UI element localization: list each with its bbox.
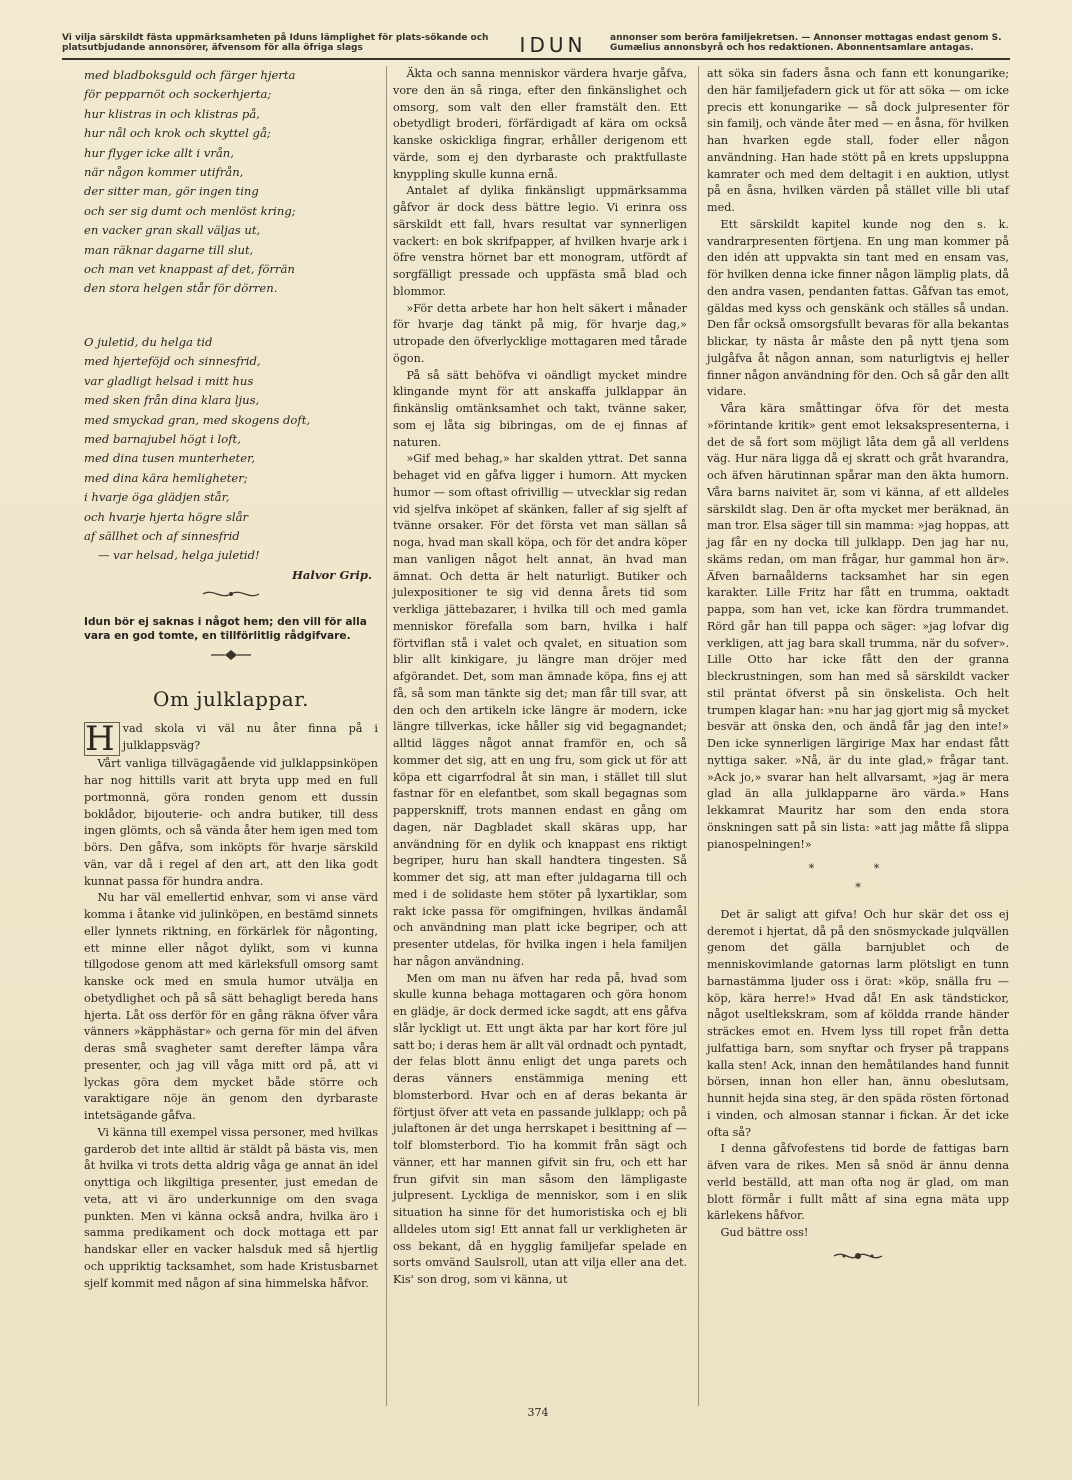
poem — [84, 66, 378, 585]
article-paragraph: I denna gåfvofestens tid borde de fattigas barn äfven vara de rikes. Men så snöd är ännu denna verld beställd, att man ofta nog är glad, om man blott förmår i fullt mått af sina egna mäta upp kärlekens håfvor. — [707, 1142, 1009, 1223]
poem-line: hur klistras in och klistras på, — [84, 106, 260, 121]
article-paragraph: Men om man nu äfven har reda på, hvad som skulle kunna behaga mottagaren och göra honom en glädje, är dock dermed icke sagdt, att ens gåfva slår lyckligt ut. Ett ungt äkta par har kort före jul satt bo; i deras hem är allt väl ordnadt och pyntadt, der felas blott ännu enligt det unga parets och deras vänners enstämmiga mening ett blomsterbord. Hvar och en af deras bekanta är förtjust öfver att veta en passande julklapp; och på julaftonen är det unga herrskapet i besittning af — tolf blomsterbord. Tio ha kommit från sägt och vänner, ett har mannen gifvit sin fru, och ett har frun gifvit sin man såsom den lämpligaste julpresent. Lyckliga de menniskor, som i en slik situation ha sinne för det humoristiska och ej bli alldeles utom sig! Ett annat fall ur verkligheten är oss bekant, då en hygglig familjefar spelade en sorts omvänd Saulsroll, utan att vilja eller ana det. Kis' son drog, som vi känna, ut — [393, 971, 687, 1286]
article-paragraph — [84, 719, 378, 760]
article-closing: Gud bättre oss! — [720, 1226, 809, 1239]
section-star: * — [855, 881, 861, 894]
poem-line: med dina kära hemligheter; — [84, 470, 248, 485]
article-paragraph: att söka sin faders åsna och fann ett konungarike; den här familjefadern gick ut för att söka — om icke precis ett konungarike — så dock julpresenter för sin familj, och vände åter med — en åsna, för hvilken han hvarken egde stall, foder eller någon användning. Han hade stött på en krets uppsluppna kamrater och med dem deltagit i en auktion, utlyst på en åsna, hvilken värden på stället ville bli utaf med. — [707, 67, 1009, 214]
poem-line: med hjerteföjd och sinnesfrid, — [84, 354, 261, 369]
poem-line: och hvarje hjerta högre slår — [84, 509, 249, 524]
article-opening: vad skola vi väl nu åter finna på i julklappsväg? — [122, 722, 378, 753]
poem-line: O juletid, du helga tid — [84, 334, 213, 349]
article-paragraph: Nu har väl emellertid enhvar, som vi anse värd komma i åtanke vid julinköpen, en bestämd sinnets eller lynnets riktning, en förkärlek för någonting, ett minne eller något dylikt, som vi kunna tillgodose genom att med kärleksfull omsorg samt kanske ock med en smula humor utvälja en obetydlighet och på så sätt behagligt bereda hans hjerta. Låt oss derför för en gång räkna öfver våra vänners »käpphästar» och gerna för min del äfven deras små svagheter samt derefter lämpa våra presenter, och jag vill våga mitt ord på, att vi lyckas göra dem mycket både större och varaktigare nöje än genom den dyrbaraste intetsägande gåfva. — [84, 891, 378, 1123]
poem-line: af sällhet och af sinnesfrid — [84, 528, 240, 543]
flourish-ornament-icon — [84, 587, 378, 607]
poem-line: i hvarje öga glädjen står, — [84, 490, 230, 505]
article-paragraph: Vi känna till exempel vissa personer, med hvilkas garderob det inte alltid är stäldt på bästa vis, men åt hvilka vi trots detta aldrig våga ge annat än idel onyttiga och likgiltiga presenter, just emedan de veta, att vi äro underkunnige om den svaga punkten. Men vi känna också andra, hvilka äro i samma predikament och dock mottaga ett par handskar eller en vacker halsduk med så hjertlig och uppriktig tacksamhet, som hade Kristusbarnet sjelf kommit med någon af sina himmelska håfvor. — [84, 1125, 378, 1290]
header-left-notice: Vi vilja särskildt fästa uppmärksamheten på Iduns lämplighet för plats-sökande och platsutbjudande annonsörer, äfvensom för alla öfriga slags — [62, 33, 489, 53]
article-paragraph: Ett särskildt kapitel kunde nog den s. k. vandrarpresenten förtjena. En ung man kommer på den idén att uppvakta sin tant med en ensam vas, för hvilken denna icke finner någon lämplig plats, då den andra vasen, pendanten fattas. Gåfvan tas emot, gäldas med kyss och genskänk och ställes så undan. Den får också omsorgsfullt bevaras för alla bekantas blickar, ty nästa år måste den på nytt tjena som julgåfva åt någon annan, som naturligtvis ej heller finner någon användning för den. Och så går den allt vidare. — [707, 217, 1009, 399]
article-paragraph: »För detta arbete har hon helt säkert i månader för hvarje dag tänkt på mig, för hvarje dag,» utropade den öfverlycklige mottagaren med tårade ögon. — [393, 301, 687, 365]
article-paragraph: Äkta och sanna menniskor värdera hvarje gåfva, vore den än så ringa, efter den finkänslighet och omsorg, som valt den eller framstält den. Ett obetydligt broderi, förfärdigadt af kära om också kanske oskickliga fingrar, erhåller derigenom ett värde, som ej den dyrbaraste och praktfullaste knyppling skulle kunna ernå. — [393, 67, 687, 181]
poem-line: en vacker gran skall väljas ut, — [84, 223, 261, 238]
poem-line: — var helsad, helga juletid! — [97, 548, 260, 563]
idun-notice: Idun bör ej saknas i något hem; den vill för alla vara en god tomte, en tillförlitlig rådgifvare. — [84, 615, 367, 642]
poem-line: med bladboksguld och färger hjerta — [84, 68, 296, 82]
poem-line: hur nål och krok och skyttel gå; — [84, 126, 271, 141]
page-number: 374 — [527, 1406, 549, 1419]
header-right-notice: annonser som beröra familjekretsen. — Annonser mottagas endast genom S. Gumælius annonsbyrå och hos redaktionen. Abonnentsamlare antagas. — [610, 33, 1002, 53]
poem-line: med dina tusen munterheter, — [84, 451, 256, 466]
article-paragraph: På så sätt behöfva vi oändligt mycket mindre klingande mynt för att anskaffa julklappar än finkänslig omtänksamhet och takt, tvänne saker, som ej låta sig bibringas, om de ej finnas af naturen. — [393, 368, 687, 449]
poem-line: hur flyger icke allt i vrån, — [84, 145, 234, 160]
poem-line: med sken från dina klara ljus, — [84, 393, 260, 408]
page-header — [62, 33, 1010, 55]
drop-cap: H — [84, 722, 120, 756]
column-divider — [698, 66, 699, 1406]
column-divider — [386, 66, 387, 1406]
article-paragraph: Det är saligt att gifva! Och hur skär det oss ej deremot i hjertat, då på den snösmyckade julqvällen genom det gälla barnjublet och de menniskovimlande gatornas larm plötsligt en tunn barnastämma ljuder oss i örat: »köp, snälla fru — köp, kära herre!» Hvad då! En ask tändstickor, något useltlekskram, som af köldda rrande händer sträckes emot en. Hvem lyss till ropet från detta julfattiga barn, som snyftar och fryser på trappans kalla sten! Ack, innan den hemåtilandes hand funnit börsen, innan hon eller han, ännu obeslutsam, hunnit hejda sina steg, är den späda rösten förtonad i vinden, och almosan stannar i fickan. Är det icke ofta så? — [707, 907, 1009, 1139]
poem-line: man räknar dagarne till slut, — [84, 242, 254, 257]
poem-line: med smyckad gran, med skogens doft, — [84, 412, 311, 427]
article-paragraph: Antalet af dylika finkänsligt uppmärksamma gåfvor är dock dess bättre legio. Vi erinra oss särskildt ett fall, hvars resultat var synnerligen vackert: en bok skrifpapper, af hvilken hvarje ark i öfre venstra hörnet bar ett monogram, utfördt af sorgfälligt pressade och uppfästa små blad och blommor. — [393, 184, 687, 298]
poem-line: när någon kommer utifrån, — [84, 165, 244, 180]
flourish-ornament-icon — [84, 649, 378, 667]
column-3 — [707, 66, 1009, 1269]
article-paragraph: »Gif med behag,» har skalden yttrat. Det sanna behaget vid en gåfva ligger i humorn. Att mycken humor — som oftast ofrivillig — utvecklar sig redan vid sjelfva inköpet af skänken, faller af sig sjelft af tvänne orsaker. För det första vet man sällan så noga, hvad man skall köpa, och för det andra köper man vanligen något helt annat, än hvad man ämnat. Och detta är helt naturligt. Butiker och julexpositioner te sig vid denna årets tid som verkliga jättebazarer, i hvilka till och med gamla menniskor förefalla som barn, hvilka i half förtviflan stå i valet och qvalet, en situation som blir allt kinkigare, ju längre man dröjer med afgörandet. Det, som man ämnade köpa, fins ej att få, så som man tänkte sig det; man får till svar, att den och den artikeln icke längre är modern, icke längre tillverkas, icke håller sig vid begagnandet; alltid lägges något annat framför en, och så kommer det sig, att en ung fru, som gick ut för att köpa ett cigarrfodral åt sin man, i stället till slut fastnar för en elefantbet, som skall begagnas som papperskniff, trots mannen endast en gång om dagen, när Dagbladet skall skäras upp, har användning för en dylik och knappast ens riktigt begriper, huru han skall handtera tingesten. Så kommer det sig, att man efter juldagarna till och med i de solidaste hem stöter på lyxartiklar, som rakt icke passa för omgifningen, hvilkas ändamål och användning man platt icke begriper, och att presenter utdelas, för hvilka ingen i hela familjen har någon användning. — [393, 452, 687, 968]
end-ornament-icon — [707, 1248, 1009, 1269]
poem-stanza-2 — [84, 333, 378, 566]
poem-line: den stora helgen står för dörren. — [84, 281, 278, 296]
article-paragraph: Våra kära småttingar öfva för det mesta »förintande kritik» gent emot leksakspresenterna, i det de så fort som möjligt låta dem gå all verldens väg. Hur nära ligga då ej skratt och gråt hvarandra, och äfven härutinnan spårar man den äkta humorn. Våra barns naivitet är, som vi känna, af ett alldeles särskildt slag. Den är ofta mycket mer beräknad, än man tror. Elsa säger till sin mamma: »jag hoppas, att jag får en ny docka till julklapp. Den jag har nu, skäms redan, om man frågar, hur gammal hon är». Äfven barnaålderns tacksamhet har sin egen karakter. Lille Fritz har fått en trumma, oaktadt pappa, som han vet, icke kan fördra trummandet. Rörd går han till pappa och säger: »jag lofvar dig verkligen, att jag bara skall trumma, när du sofver». Lille Otto har icke fått den der granna bleckrustningen, som han med så särskildt vacker stil präntat öfverst på sin önskelista. Och helt trumpen klagar han: »nu har jag gjort mig så mycket besvär att önska den, och ändå får jag den inte!» Den icke synnerligen lärgirige Max har endast fått nyttiga saker. »Nå, är du inte glad,» frågar tant. »Ack jo,» svarar han helt allvarsamt, »jag är mera glad än alla julklapparne äro värda.» Hans lekkamrat Mauritz har som den enda stora önskningen satt på sin lista: »att jag måtte få slippa pianospelningen!» — [707, 402, 1009, 851]
column-1 — [84, 66, 378, 1292]
poem-line: med barnajubel högt i loft, — [84, 431, 241, 446]
poem-stanza-1 — [84, 66, 378, 299]
poem-line: var gladligt helsad i mitt hus — [84, 373, 254, 388]
article-paragraph: Vårt vanliga tillvägagående vid julklappsinköpen har nog hittills varit att bryta upp med en full portmonnä, göra ronden genom ett dussin boklådor, bijouterie- och andra butiker, till dess ingen glömts, och så vända åter hem igen med tom börs. Den gåfva, som inköpts för hvarje särskild vän, var då i regel af den art, att den lika godt kunnat passa för hundra andra. — [84, 757, 378, 888]
header-rule — [62, 58, 1010, 60]
poem-author: Halvor Grip. — [291, 567, 372, 582]
poem-line: der sitter man, gör ingen ting — [84, 184, 259, 199]
article-title: Om julklappar. — [153, 686, 309, 711]
poem-line: och ser sig dumt och menlöst kring; — [84, 203, 296, 218]
section-stars: * * — [808, 862, 908, 876]
poem-line: för pepparnöt och sockerhjerta; — [84, 87, 272, 102]
poem-line: och man vet knappast af det, förrän — [84, 262, 295, 277]
masthead-title: IDUN — [519, 33, 587, 57]
column-2 — [393, 66, 687, 1289]
